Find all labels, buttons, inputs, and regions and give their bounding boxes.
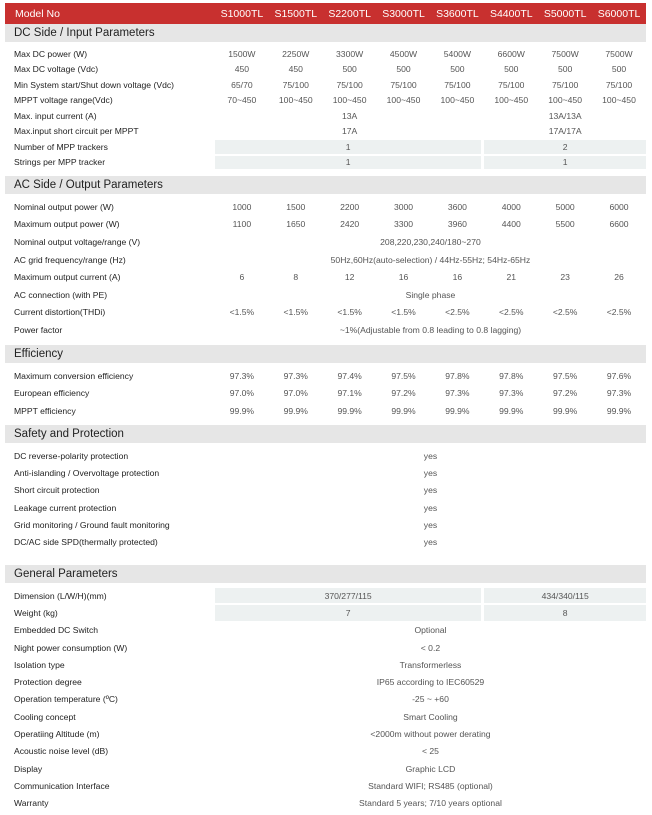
row-value: 13A/13A (548, 110, 582, 121)
row-value: 2250W (282, 48, 310, 59)
row-value: 1100 (232, 219, 252, 230)
row-label: Max DC voltage (Vdc) (14, 64, 99, 75)
table-row (5, 604, 646, 621)
row-value: 97.3% (229, 370, 255, 381)
row-label: Night power consumption (W) (14, 642, 128, 653)
row-value: 3300W (336, 48, 364, 59)
row-value: 99.9% (499, 405, 524, 416)
table-row (5, 251, 646, 269)
row-value: 4400 (501, 219, 521, 230)
row-value: <2000m without power derating (370, 729, 491, 740)
row-value: 16 (398, 272, 409, 283)
row-value: IP65 according to IEC60529 (376, 677, 485, 688)
table-row (5, 304, 646, 322)
row-label: Max. input current (A) (14, 110, 97, 121)
row-value: 75/100 (336, 79, 363, 90)
row-value: 75/100 (498, 79, 525, 90)
row-value: 1500W (228, 48, 256, 59)
row-value: 97.0% (283, 388, 308, 398)
row-value: 1 (215, 140, 481, 154)
row-label: Maximum output power (W) (14, 219, 120, 230)
row-value: 2 (484, 140, 646, 154)
table-row (5, 46, 646, 62)
table-row (5, 233, 646, 251)
row-value: yes (423, 485, 438, 496)
row-value: 97.2% (552, 388, 578, 398)
row-value: 500 (342, 64, 357, 75)
row-value: <1.5% (283, 307, 309, 318)
table-row (5, 367, 646, 385)
row-label: Embedded DC Switch (14, 625, 99, 636)
row-value: 97.3% (283, 370, 308, 381)
row-value: 100~450 (494, 95, 529, 106)
table-row (5, 743, 646, 760)
row-value: 50Hz,60Hz(auto-selection) / 44Hz-55Hz; 54Hz-65Hz (330, 254, 531, 265)
row-value: Smart Cooling (403, 711, 458, 722)
table-row (5, 482, 646, 499)
section-header: Efficiency (5, 345, 646, 363)
row-value: 450 (234, 64, 250, 75)
row-value: 99.9% (283, 405, 308, 416)
row-value: 2200 (340, 201, 360, 212)
table-row (5, 62, 646, 78)
table-row (5, 777, 646, 794)
table-row (5, 795, 646, 812)
row-value: 97.6% (606, 370, 632, 381)
section-header: AC Side / Output Parameters (5, 176, 646, 194)
row-value: 99.9% (606, 405, 632, 416)
row-value: 3960 (447, 219, 467, 230)
row-label: MPPT voltage range(Vdc) (14, 95, 113, 106)
row-label: Isolation type (14, 659, 65, 670)
row-value: Standard WIFI; RS485 (optional) (368, 780, 493, 791)
table-row (5, 499, 646, 516)
section-header: DC Side / Input Parameters (5, 24, 646, 42)
row-value: 208,220,230,240/180~270 (380, 236, 481, 247)
row-label: Strings per MPP tracker (14, 157, 106, 168)
row-value: 75/100 (444, 79, 471, 90)
row-label: Communication Interface (14, 780, 110, 791)
row-value: 97.3% (499, 388, 524, 398)
table-row (5, 691, 646, 708)
table-row (5, 447, 646, 464)
row-value: 2420 (340, 219, 360, 230)
model-name: S1000TL (220, 7, 264, 20)
row-label: Operatiing Altitude (m) (14, 729, 100, 740)
table-row (5, 268, 646, 286)
row-value: 1650 (286, 219, 306, 230)
table-row (5, 639, 646, 656)
row-label: Warranty (14, 798, 49, 809)
row-value: 100~450 (548, 95, 582, 106)
row-label: Power factor (14, 324, 63, 335)
row-label: AC grid frequency/range (Hz) (14, 254, 126, 265)
model-name: S5000TL (543, 7, 587, 20)
row-value: 5400W (443, 48, 471, 59)
spec-table (5, 3, 646, 812)
table-row (5, 622, 646, 639)
row-value: 99.9% (391, 405, 416, 416)
table-row (5, 108, 646, 124)
row-value: 434/340/115 (484, 588, 646, 603)
row-value: 4500W (389, 48, 418, 59)
row-label: Dimension (L/W/H)(mm) (14, 590, 107, 601)
row-value: 500 (557, 64, 573, 75)
row-value: 99.9% (337, 405, 362, 416)
row-value: 99.9% (552, 405, 578, 416)
row-label: DC/AC side SPD(thermally protected) (14, 537, 158, 548)
row-value: 100~450 (602, 95, 636, 106)
row-value: yes (423, 537, 438, 548)
row-value: yes (423, 520, 438, 531)
row-value: < 0.2 (420, 642, 441, 653)
row-value: 97.4% (337, 370, 362, 381)
row-value: <1.5% (229, 307, 255, 318)
row-value: < 25 (421, 746, 439, 757)
row-label: Max.input short circuit per MPPT (14, 126, 139, 137)
row-value: 97.2% (391, 388, 416, 398)
row-value: 4000 (501, 201, 521, 212)
section-rows (5, 583, 646, 812)
table-row (5, 77, 646, 93)
row-value: <2.5% (606, 307, 632, 318)
row-label: European efficiency (14, 388, 90, 398)
section-rows (5, 42, 646, 170)
row-value: <1.5% (337, 307, 362, 318)
table-row (5, 725, 646, 742)
table-row (5, 534, 646, 551)
row-value: 99.9% (445, 405, 470, 416)
row-value: 100~450 (440, 95, 475, 106)
model-name: S3600TL (436, 7, 479, 20)
model-header-row (5, 3, 646, 24)
model-name: S4400TL (489, 7, 533, 20)
row-value: 16 (452, 272, 463, 283)
row-value: yes (423, 450, 438, 461)
row-value: 12 (344, 272, 355, 283)
model-name: S3000TL (382, 7, 425, 20)
row-value: 500 (504, 64, 519, 75)
row-value: 97.1% (337, 388, 362, 398)
row-label: Nominal output voltage/range (V) (14, 236, 141, 247)
table-row (5, 384, 646, 402)
row-value: 100~450 (386, 95, 421, 106)
row-value: 3000 (393, 201, 414, 212)
row-value: 5500 (555, 219, 575, 230)
row-label: Operation temperature (ºC) (14, 694, 118, 705)
table-row (5, 656, 646, 673)
row-value: yes (423, 468, 438, 479)
table-row (5, 198, 646, 216)
row-label: Cooling concept (14, 711, 76, 722)
table-row (5, 516, 646, 533)
model-no-label: Model No (15, 7, 60, 20)
table-row (5, 139, 646, 155)
row-value: 1 (215, 156, 481, 170)
row-value: yes (423, 502, 438, 513)
table-row (5, 402, 646, 420)
row-label: Max DC power (W) (14, 48, 88, 59)
row-label: Min System start/Shut down voltage (Vdc) (14, 79, 175, 90)
row-value: 6600 (609, 219, 629, 230)
row-value: 3600 (447, 201, 467, 212)
section-rows (5, 363, 646, 420)
table-row (5, 286, 646, 304)
row-value: 500 (396, 64, 411, 75)
section-rows (5, 194, 646, 339)
row-value: 5000 (555, 201, 575, 212)
row-value: Standard 5 years; 7/10 years optional (359, 798, 502, 809)
row-value: 97.8% (445, 370, 470, 381)
row-value: 6600W (497, 48, 525, 59)
section-header: Safety and Protection (5, 425, 646, 443)
row-label: Weight (kg) (14, 607, 58, 618)
model-name: S6000TL (597, 7, 641, 20)
row-label: Maximum output current (A) (14, 272, 121, 283)
row-label: Short circuit protection (14, 485, 100, 496)
table-row (5, 216, 646, 234)
row-value: 75/100 (551, 79, 579, 90)
row-value: 17A (342, 126, 358, 137)
row-value: 21 (506, 272, 517, 283)
row-label: Acoustic noise level (dB) (14, 746, 109, 757)
row-value: 70~450 (227, 95, 257, 106)
row-value: <2.5% (498, 307, 524, 318)
row-value: 6 (239, 272, 245, 283)
row-value: 6000 (609, 201, 629, 212)
table-row (5, 465, 646, 482)
row-value: 7500W (551, 48, 579, 59)
row-value: 500 (611, 64, 627, 75)
row-label: AC connection (with PE) (14, 289, 108, 300)
row-value: 99.9% (229, 405, 255, 416)
row-value: 75/100 (282, 79, 309, 90)
row-value: 97.5% (552, 370, 578, 381)
row-value: -25 ~ +60 (412, 694, 449, 705)
row-value: Transformerless (399, 659, 462, 670)
table-row (5, 321, 646, 339)
row-value: 97.3% (606, 388, 632, 398)
row-value: 1000 (232, 201, 252, 212)
row-value: <2.5% (445, 307, 470, 318)
table-row (5, 93, 646, 109)
row-value: 100~450 (278, 95, 313, 106)
table-row (5, 155, 646, 171)
row-value: 100~450 (332, 95, 367, 106)
row-value: 97.0% (229, 388, 255, 398)
row-value: 17A/17A (548, 126, 582, 137)
row-value: 97.8% (499, 370, 524, 381)
row-value: 3300 (393, 219, 414, 230)
row-value: 97.3% (445, 388, 470, 398)
row-label: Maximum conversion efficiency (14, 370, 134, 381)
row-value: 450 (288, 64, 303, 75)
table-row (5, 674, 646, 691)
table-row (5, 587, 646, 604)
section-rows (5, 443, 646, 551)
row-label: Protection degree (14, 677, 82, 688)
row-label: Nominal output power (W) (14, 201, 114, 212)
row-label: MPPT efficiency (14, 405, 76, 416)
row-value: 26 (614, 272, 624, 283)
row-value: 75/100 (605, 79, 633, 90)
table-row (5, 124, 646, 140)
row-value: 370/277/115 (215, 588, 481, 603)
row-value: 13A (342, 110, 358, 121)
row-value: 23 (560, 272, 570, 283)
row-value: 500 (450, 64, 465, 75)
model-name: S1500TL (274, 7, 318, 20)
table-row (5, 760, 646, 777)
row-value: 8 (293, 272, 299, 283)
row-label: Anti-islanding / Overvoltage protection (14, 468, 160, 479)
table-row (5, 708, 646, 725)
row-value: Graphic LCD (405, 763, 456, 774)
row-value: 7 (215, 605, 481, 620)
row-value: Optional (414, 625, 447, 636)
row-label: DC reverse-polarity protection (14, 450, 129, 461)
row-value: 8 (484, 605, 646, 620)
row-value: 65/70 (231, 79, 253, 90)
row-value: <2.5% (552, 307, 578, 318)
row-value: <1.5% (391, 307, 416, 318)
row-value: 1500 (286, 201, 306, 212)
row-value: 75/100 (390, 79, 417, 90)
row-value: Single phase (405, 289, 456, 300)
row-label: Number of MPP trackers (14, 141, 108, 152)
row-label: Display (14, 763, 43, 774)
row-label: Leakage current protection (14, 502, 117, 513)
model-name: S2200TL (328, 7, 371, 20)
row-value: 7500W (605, 48, 633, 59)
row-label: Current distortion(THDi) (14, 307, 106, 318)
row-value: 97.5% (391, 370, 416, 381)
row-value: ~1%(Adjustable from 0.8 leading to 0.8 lagging) (339, 324, 522, 335)
section-header: General Parameters (5, 565, 646, 583)
row-label: Grid monitoring / Ground fault monitoring (14, 520, 170, 531)
row-value: 1 (484, 156, 646, 170)
